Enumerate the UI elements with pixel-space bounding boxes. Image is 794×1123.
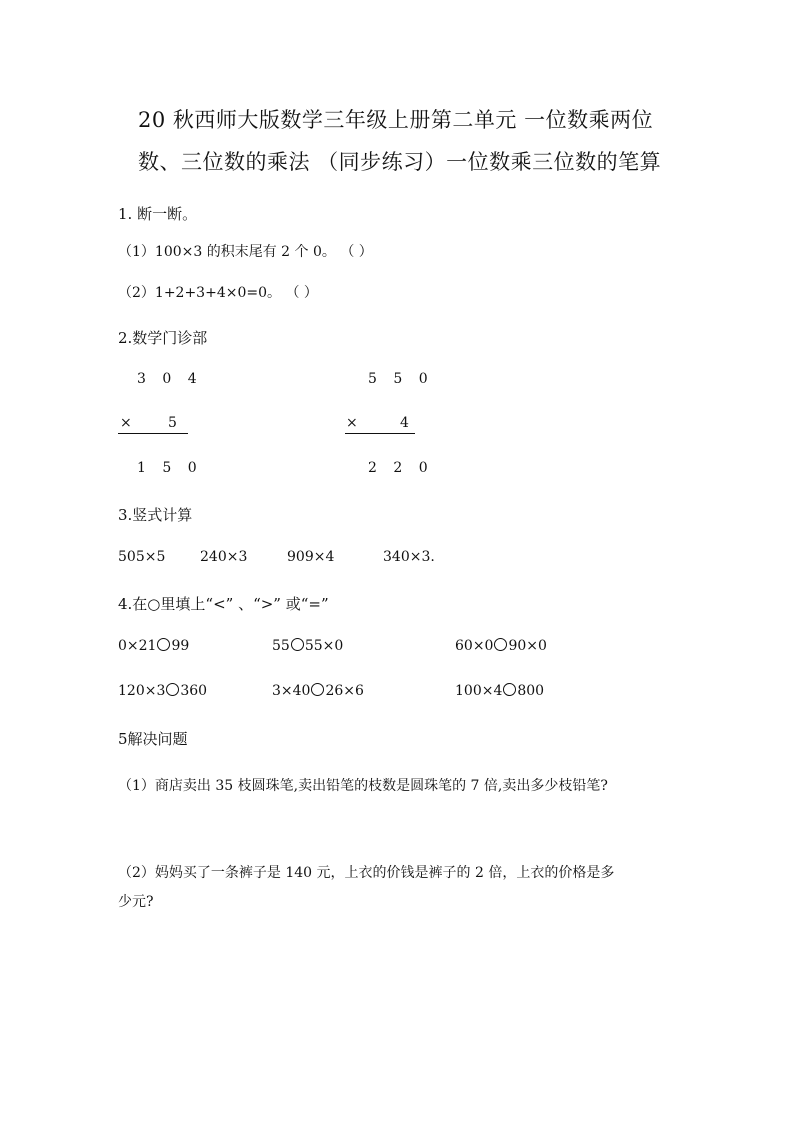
q2-problem-1-op: × bbox=[120, 415, 132, 431]
q3-item-1: 505×5 bbox=[118, 549, 166, 565]
q4-row2-col2 bbox=[272, 683, 364, 699]
q2-heading: 2.数学门诊部 bbox=[118, 329, 208, 347]
q5-heading: 5解决问题 bbox=[118, 730, 188, 748]
q4-right-expr: 26×6 bbox=[325, 683, 364, 699]
q4-left-expr: 55 bbox=[272, 638, 290, 654]
q4-right-expr: 99 bbox=[171, 638, 190, 654]
q3-item-2: 240×3 bbox=[200, 549, 248, 565]
answer-circle[interactable] bbox=[503, 683, 516, 696]
q4-left-expr: 0×21 bbox=[118, 638, 157, 654]
q3-item-3: 909×4 bbox=[287, 549, 335, 565]
answer-circle[interactable] bbox=[291, 638, 304, 651]
q4-left-expr: 100×4 bbox=[455, 683, 503, 699]
q2-problem-2-top: 5 5 0 bbox=[368, 371, 434, 387]
q3-item-4: 340×3. bbox=[383, 549, 435, 565]
q4-row2-col3 bbox=[455, 683, 544, 699]
q4-row1-col1 bbox=[118, 638, 189, 654]
q4-left-expr: 60×0 bbox=[455, 638, 494, 654]
q2-problem-2-op: × bbox=[346, 415, 358, 431]
q4-heading: 4.在○里填上“<” 、“>” 或“=” bbox=[118, 595, 329, 613]
q2-problem-1-result: 1 5 0 bbox=[137, 460, 203, 476]
q4-left-expr: 3×40 bbox=[272, 683, 311, 699]
q5-problem-2-line-2: 少元? bbox=[118, 894, 154, 910]
q4-right-expr: 55×0 bbox=[304, 638, 344, 654]
page-title-line-2: 数、三位数的乘法 （同步练习）一位数乘三位数的笔算 bbox=[138, 150, 662, 174]
q4-row1-col3 bbox=[455, 638, 547, 654]
q2-problem-2-result: 2 2 0 bbox=[368, 460, 434, 476]
answer-circle[interactable] bbox=[166, 683, 179, 696]
q3-heading: 3.竖式计算 bbox=[118, 506, 193, 524]
q4-right-expr: 800 bbox=[517, 683, 545, 699]
q2-problem-2-multiplier: 4 bbox=[400, 415, 409, 431]
answer-circle[interactable] bbox=[157, 638, 170, 651]
q4-row1-col2 bbox=[272, 638, 343, 654]
q2-problem-2-rule bbox=[345, 433, 415, 434]
q2-problem-1-top: 3 0 4 bbox=[137, 371, 203, 387]
page-title-line-1: 20 秋西师大版数学三年级上册第二单元 一位数乘两位 bbox=[138, 108, 654, 132]
q2-problem-1-multiplier: 5 bbox=[168, 415, 177, 431]
q1-heading: 1. 断一断。 bbox=[118, 205, 198, 223]
q4-row2-col1 bbox=[118, 683, 207, 699]
answer-circle[interactable] bbox=[494, 638, 507, 651]
q2-problem-1-rule bbox=[118, 433, 188, 434]
q1-item-2: （2）1+2+3+4×0=0。 （ ） bbox=[118, 285, 318, 301]
q1-item-1: （1）100×3 的积末尾有 2 个 0。 （ ） bbox=[118, 244, 373, 260]
q4-right-expr: 360 bbox=[180, 683, 208, 699]
q5-problem-1: （1）商店卖出 35 枝圆珠笔,卖出铅笔的枝数是圆珠笔的 7 倍,卖出多少枝铅笔? bbox=[118, 778, 608, 794]
q5-problem-2-line-1: （2）妈妈买了一条裤子是 140 元，上衣的价钱是裤子的 2 倍，上衣的价格是多 bbox=[118, 865, 615, 881]
q4-left-expr: 120×3 bbox=[118, 683, 166, 699]
answer-circle[interactable] bbox=[311, 683, 324, 696]
q4-right-expr: 90×0 bbox=[508, 638, 547, 654]
